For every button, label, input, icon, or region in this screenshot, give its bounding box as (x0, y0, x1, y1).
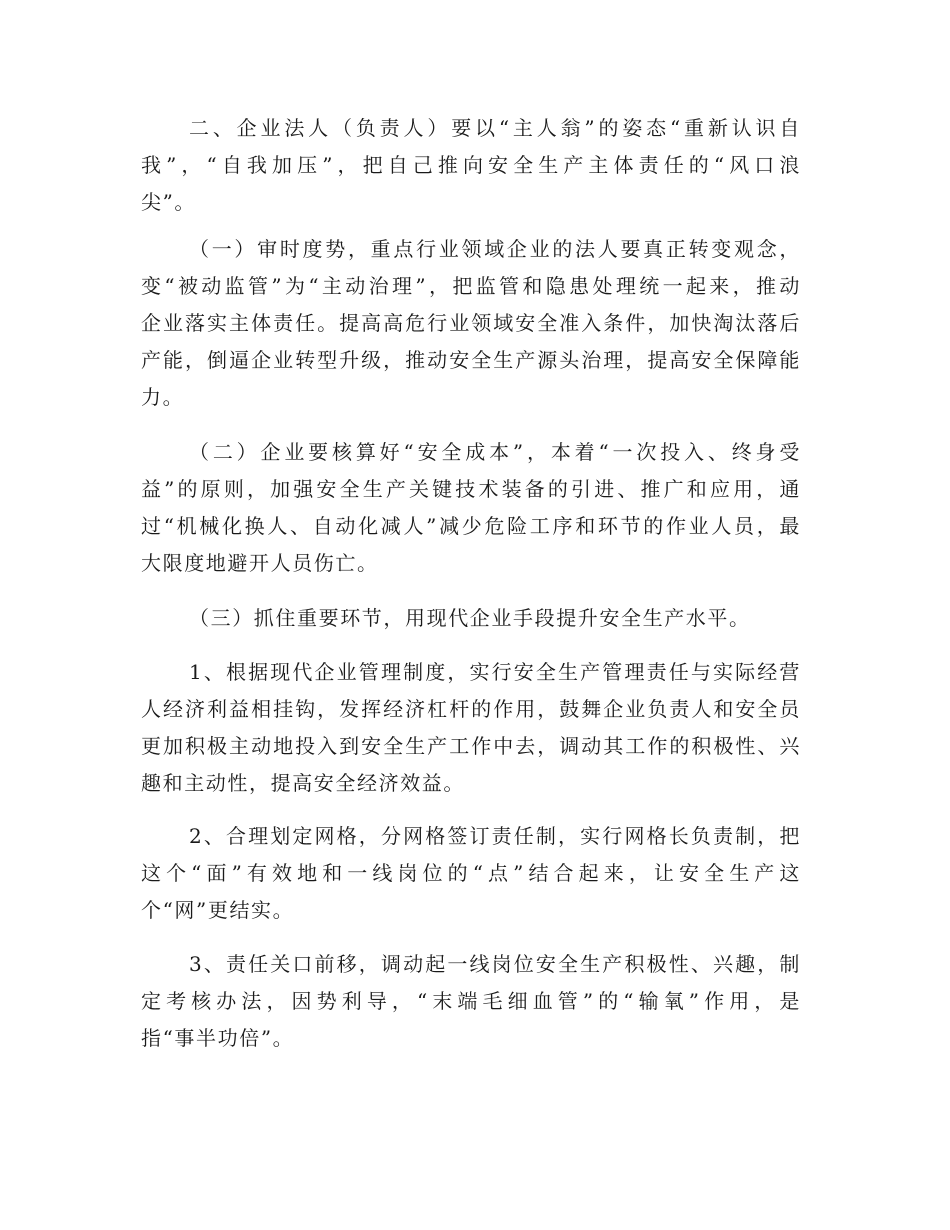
text-line: 更加积极主动地投入到安全生产工作中去，调动其工作的积极性、兴 (141, 734, 801, 758)
paragraph-point-2 (141, 818, 801, 929)
text-line: 企业落实主体责任。提高高危行业领域安全准入条件，加快淘汰落后 (141, 311, 801, 335)
text-line: 2、合理划定网格，分网格签订责任制，实行网格长负责制，把 (189, 824, 801, 848)
text-line: 个“网”更结实。 (141, 898, 295, 922)
paragraph-item-three (141, 600, 801, 637)
text-line: 变“被动监管”为“主动治理”，把监管和隐患处理统一起来，推动 (141, 274, 801, 298)
text-line: （一）审时度势，重点行业领域企业的法人要真正转变观念， (189, 237, 801, 261)
text-line: 力。 (141, 385, 185, 409)
text-line: 大限度地避开人员伤亡。 (141, 551, 379, 575)
text-line: 定考核办法，因势利导，“末端毛细血管”的“输氧”作用，是 (141, 989, 801, 1013)
text-line: 趣和主动性，提高安全经济效益。 (141, 771, 465, 795)
paragraph-item-two (141, 434, 801, 582)
paragraph-item-one (141, 231, 801, 416)
text-line: （二）企业要核算好“安全成本”，本着“一次投入、终身受 (189, 440, 801, 464)
text-line: 产能，倒逼企业转型升级，推动安全生产源头治理，提高安全保障能 (141, 348, 801, 372)
text-line: 过“机械化换人、自动化减人”减少危险工序和环节的作业人员，最 (141, 514, 801, 538)
text-line: 二、企业法人（负责人）要以“主人翁”的姿态“重新认识自 (189, 116, 801, 140)
text-line: 我”，“自我加压”，把自己推向安全生产主体责任的“风口浪 (141, 153, 801, 177)
text-line: 尖”。 (141, 190, 197, 214)
text-line: 人经济利益相挂钩，发挥经济杠杆的作用，鼓舞企业负责人和安全员 (141, 697, 801, 721)
paragraph-point-1 (141, 654, 801, 802)
text-line: （三）抓住重要环节，用现代企业手段提升安全生产水平。 (189, 606, 751, 630)
text-line: 3、责任关口前移，调动起一线岗位安全生产积极性、兴趣，制 (189, 952, 801, 976)
text-line: 指“事半功倍”。 (141, 1026, 295, 1050)
text-line: 1、根据现代企业管理制度，实行安全生产管理责任与实际经营 (189, 660, 801, 684)
text-line: 益”的原则，加强安全生产关键技术装备的引进、推广和应用，通 (141, 477, 801, 501)
paragraph-point-3 (141, 946, 801, 1057)
text-line: 这个“面”有效地和一线岗位的“点”结合起来，让安全生产这 (141, 861, 801, 885)
paragraph-section-two (141, 110, 801, 221)
